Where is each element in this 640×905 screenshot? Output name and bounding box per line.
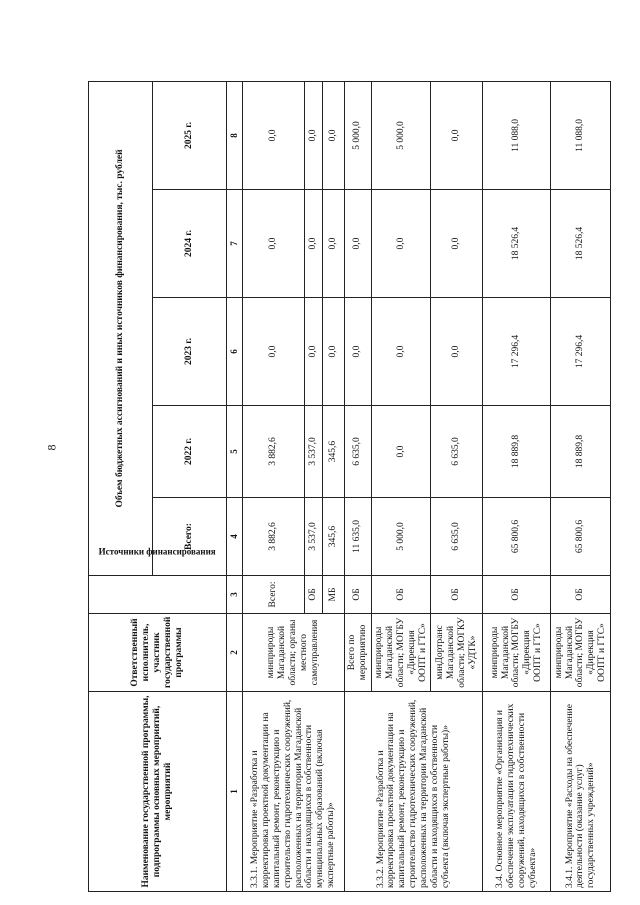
header-2023: 2023 г. (153, 298, 227, 406)
row-total: 345,6 (323, 498, 345, 576)
row-total: 65 800,6 (551, 498, 611, 576)
row-2023: 0,0 (305, 298, 323, 406)
row-2022: 18 889,8 (483, 406, 551, 498)
col-num: 2 (227, 614, 243, 692)
row-executor: минприроды Магаданской области; органы местного самоуправления (243, 614, 345, 692)
row-2022: 0,0 (371, 406, 431, 498)
row-total: 6 635,0 (431, 498, 483, 576)
table-row (551, 81, 611, 891)
row-2024: 0,0 (243, 190, 305, 298)
row-name: 3.3.2. Мероприятие «Разработка и корректировка проектной документации на капитальный ремонт, реконструкцию и строительство гидротехнических сооружений, расположенных на территории Магаданской области и находящихся в собственности субъекта (включая экспертные работы)» (345, 692, 483, 892)
row-2025: 5 000,0 (371, 81, 431, 189)
header-name: Наименование государственной программы, подпрограммы основных мероприятий, мероприятий (89, 692, 227, 892)
row-2023: 0,0 (243, 298, 305, 406)
row-executor: минприроды Магаданской области; МОГБУ «Дирекция ООПТ и ГТС» (483, 614, 551, 692)
row-2023: 17 296,4 (483, 298, 551, 406)
row-source: ОБ (371, 576, 431, 614)
row-2024: 0,0 (431, 190, 483, 298)
row-2025: 11 088,0 (483, 81, 551, 189)
row-total: 65 800,6 (483, 498, 551, 576)
col-num: 4 (227, 498, 243, 576)
budget-table (88, 81, 611, 892)
row-2022: 18 889,8 (551, 406, 611, 498)
col-num: 1 (227, 692, 243, 892)
col-num: 7 (227, 190, 243, 298)
row-name: 3.3.1. Мероприятие «Разработка и корректировка проектной документации на капитальный ремонт, реконструкцию и строительство гидротехнических сооружений, расположенных на территории Магаданской области и находящихся в собственности муниципальных образований (включая экспертные работы)» (243, 692, 345, 892)
col-num: 8 (227, 81, 243, 189)
row-2025: 5 000,0 (345, 81, 372, 189)
page-number: 8 (44, 444, 59, 451)
row-total: 3 882,6 (243, 498, 305, 576)
table-row (345, 81, 372, 891)
row-2024: 0,0 (305, 190, 323, 298)
row-2024: 18 526,4 (483, 190, 551, 298)
row-2024: 0,0 (371, 190, 431, 298)
row-total: 11 635,0 (345, 498, 372, 576)
header-volume: Объем бюджетных ассигнований и иных источников финансирования, тыс. рублей (89, 81, 153, 575)
row-name: 3.4. Основное мероприятие «Организация и обеспечение эксплуатации гидротехнических сооружений, находящихся в собственности субъекта» (483, 692, 551, 892)
col-num: 5 (227, 406, 243, 498)
row-2025: 0,0 (323, 81, 345, 189)
header-2024: 2024 г. (153, 190, 227, 298)
row-source: Всего: (243, 576, 305, 614)
row-source: МБ (323, 576, 345, 614)
row-source: ОБ (345, 576, 372, 614)
header-source-text: Источники финансирования (98, 546, 216, 557)
row-total: 5 000,0 (371, 498, 431, 576)
row-total: 3 537,0 (305, 498, 323, 576)
row-2022: 345,6 (323, 406, 345, 498)
row-source: ОБ (305, 576, 323, 614)
table-row (243, 81, 305, 891)
table-row (483, 81, 551, 891)
row-2022: 6 635,0 (345, 406, 372, 498)
row-2022: 6 635,0 (431, 406, 483, 498)
col-num: 3 (227, 576, 243, 614)
row-2024: 18 526,4 (551, 190, 611, 298)
column-numbers-row (227, 81, 243, 891)
row-executor: Всего по мероприятию (345, 614, 372, 692)
row-2022: 3 882,6 (243, 406, 305, 498)
row-2025: 0,0 (243, 81, 305, 189)
header-2022: 2022 г. (153, 406, 227, 498)
row-2023: 0,0 (371, 298, 431, 406)
row-source: ОБ (431, 576, 483, 614)
row-2023: 0,0 (323, 298, 345, 406)
row-source: ОБ (483, 576, 551, 614)
row-2024: 0,0 (323, 190, 345, 298)
header-total: Всего: (153, 498, 227, 576)
row-2025: 0,0 (431, 81, 483, 189)
row-2025: 0,0 (305, 81, 323, 189)
row-source: ОБ (551, 576, 611, 614)
row-executor: минприроды Магаданской области; МОГБУ «Дирекция ООПТ и ГТС» (371, 614, 431, 692)
row-name: 3.4.1. Мероприятие «Расходы на обеспечение деятельности (оказание услуг) государственных учреждений» (551, 692, 611, 892)
row-2023: 17 296,4 (551, 298, 611, 406)
budget-table-rotated (88, 82, 608, 892)
header-2025: 2025 г. (153, 81, 227, 189)
row-2023: 0,0 (345, 298, 372, 406)
col-num: 6 (227, 298, 243, 406)
row-executor: минприроды Магаданской области; МОГБУ «Дирекция ООПТ и ГТС» (551, 614, 611, 692)
row-executor: минДортранс Магаданской области; МОГКУ «УДТК» (431, 614, 483, 692)
header-executor: Ответственный исполнитель, участник государственной программы (89, 614, 227, 692)
row-2025: 11 088,0 (551, 81, 611, 189)
row-2023: 0,0 (431, 298, 483, 406)
header-source (89, 546, 227, 614)
row-2024: 0,0 (345, 190, 372, 298)
row-2022: 3 537,0 (305, 406, 323, 498)
